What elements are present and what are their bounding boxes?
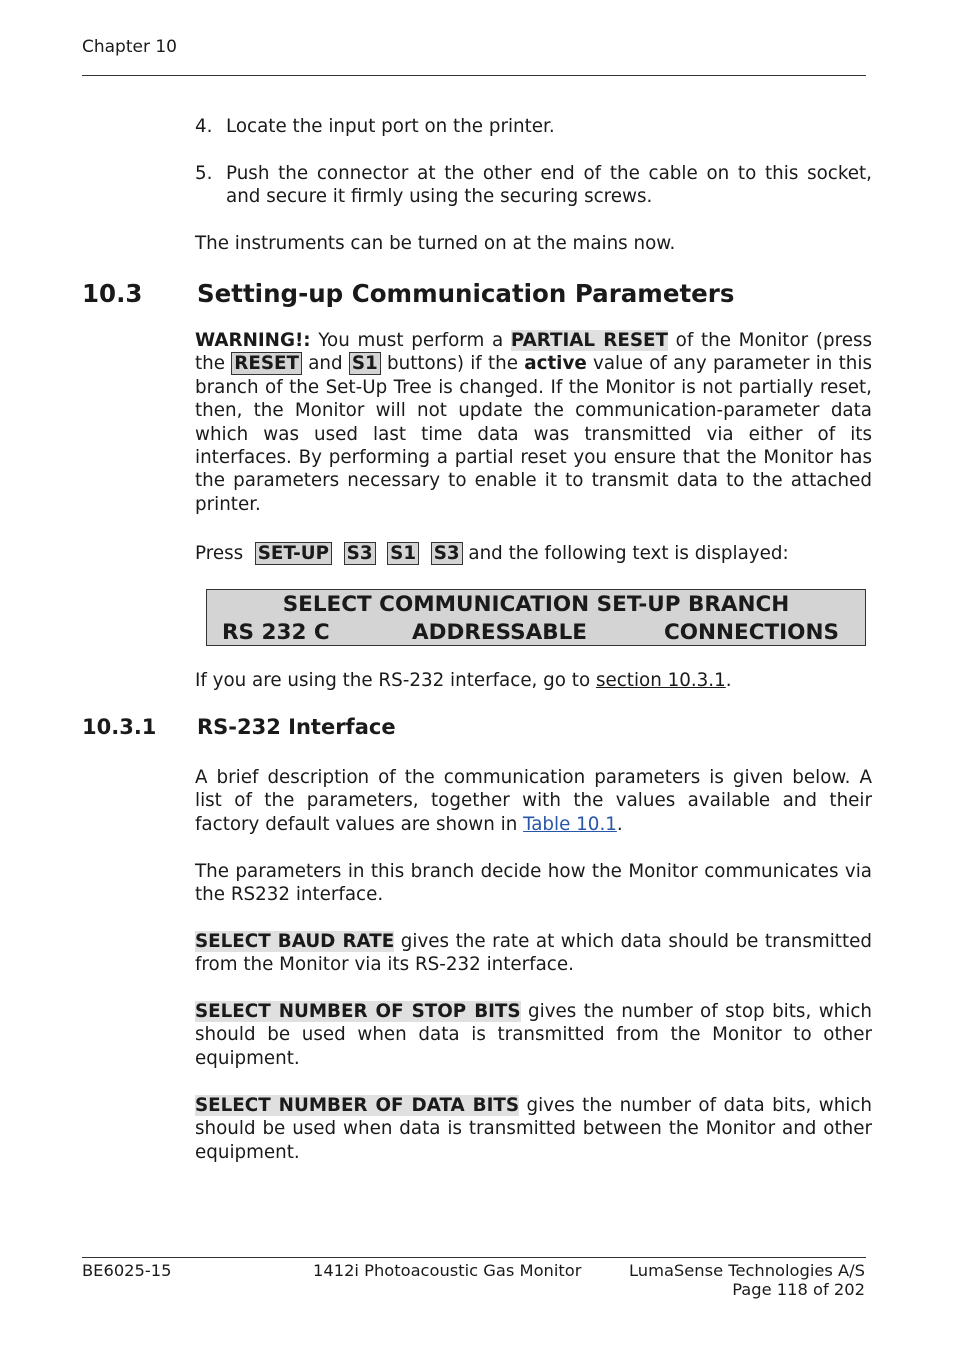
goto-text: If you are using the RS-232 interface, go to <box>195 670 596 691</box>
rs232-goto-paragraph <box>195 669 872 692</box>
footer-company: LumaSense Technologies A/S <box>628 1261 865 1280</box>
s1-key: S1 <box>387 542 419 565</box>
param-stop-bits <box>195 1000 872 1070</box>
param-name: SELECT NUMBER OF DATA BITS <box>195 1095 520 1116</box>
press-instruction <box>195 542 872 565</box>
setup-key: SET-UP <box>255 542 332 565</box>
mains-note: The instruments can be turned on at the mains now. <box>195 233 676 254</box>
step-text: Locate the input port on the printer. <box>226 116 555 137</box>
section-10-3-1-link[interactable]: section 10.3.1 <box>595 670 726 691</box>
footer-doc-id: BE6025-15 <box>82 1261 172 1280</box>
description-paragraph <box>195 766 872 836</box>
s1-key: S1 <box>349 352 381 375</box>
press-label: Press <box>195 543 244 564</box>
param-baud-rate <box>195 930 872 977</box>
header-rule <box>82 75 866 76</box>
s3-key: S3 <box>344 542 376 565</box>
monitor-display-box <box>206 589 866 646</box>
table-10-1-link[interactable]: Table 10.1 <box>523 813 617 835</box>
param-description: gives the rate at which data should be transmitted from the Monitor via its RS-232 interface. <box>195 931 872 976</box>
warning-label: WARNING!: <box>195 330 311 351</box>
goto-text: . <box>725 670 732 691</box>
display-option-addressable: ADDRESSABLE <box>412 620 587 645</box>
footer-page-number: Page 118 of 202 <box>732 1280 865 1299</box>
section-heading <box>82 279 734 308</box>
param-data-bits <box>195 1094 872 1164</box>
reset-key: RESET <box>231 352 302 375</box>
footer-rule <box>82 1257 866 1258</box>
subsection-number: 10.3.1 <box>82 715 157 739</box>
subsection-title: RS-232 Interface <box>197 715 396 739</box>
step-number: 5. <box>195 163 213 184</box>
step-number: 4. <box>195 116 213 137</box>
warning-text: and <box>301 353 349 375</box>
desc-text: . <box>616 813 623 835</box>
branch-note: The parameters in this branch decide how the Monitor communicates via the RS232 interface. <box>195 861 872 906</box>
display-option-connections: CONNECTIONS <box>664 620 839 645</box>
active-emphasis: active <box>524 353 587 375</box>
warning-text: buttons) if the <box>380 353 525 375</box>
warning-text: of the Monitor (press the <box>195 330 872 375</box>
footer-product: 1412i Photoacoustic Gas Monitor <box>313 1261 582 1280</box>
s3-key: S3 <box>431 542 463 565</box>
warning-text: value of any parameter in this branch of the Set-Up Tree is changed. If the Monitor is not partially reset, then, the Monitor will not update the communication-parameter data which was used last time data was transmitted via either of its interfaces. By performing a partial reset you ensure that the Monitor has the parameters necessary to enable it to transmit data to the attached printer. <box>195 353 872 515</box>
warning-paragraph <box>195 329 872 516</box>
section-number: 10.3 <box>82 279 143 308</box>
press-after-text: and the following text is displayed: <box>462 543 789 564</box>
param-description: gives the number of data bits, which should be used when data is transmitted between the Monitor and other equipment. <box>195 1095 872 1163</box>
step-text: Push the connector at the other end of the cable on to this socket, and secure it firmly using the securing screws. <box>226 163 872 208</box>
partial-reset-highlight: PARTIAL RESET <box>510 330 668 351</box>
desc-text: A brief description of the communication parameters is given below. A list of the parameters, together with the values available and their factory default values are shown in <box>195 767 872 835</box>
param-name: SELECT BAUD RATE <box>195 931 395 952</box>
display-option-rs232: RS 232 C <box>222 620 330 645</box>
param-name: SELECT NUMBER OF STOP BITS <box>195 1001 521 1022</box>
section-title: Setting-up Communication Parameters <box>197 279 735 308</box>
param-description: gives the number of stop bits, which should be used when data is transmitted from the Monitor to other equipment. <box>195 1001 872 1069</box>
warning-text: You must perform a <box>310 330 511 351</box>
chapter-header: Chapter 10 <box>82 37 178 57</box>
display-line-1: SELECT COMMUNICATION SET-UP BRANCH <box>282 592 790 617</box>
subsection-heading <box>82 715 396 739</box>
